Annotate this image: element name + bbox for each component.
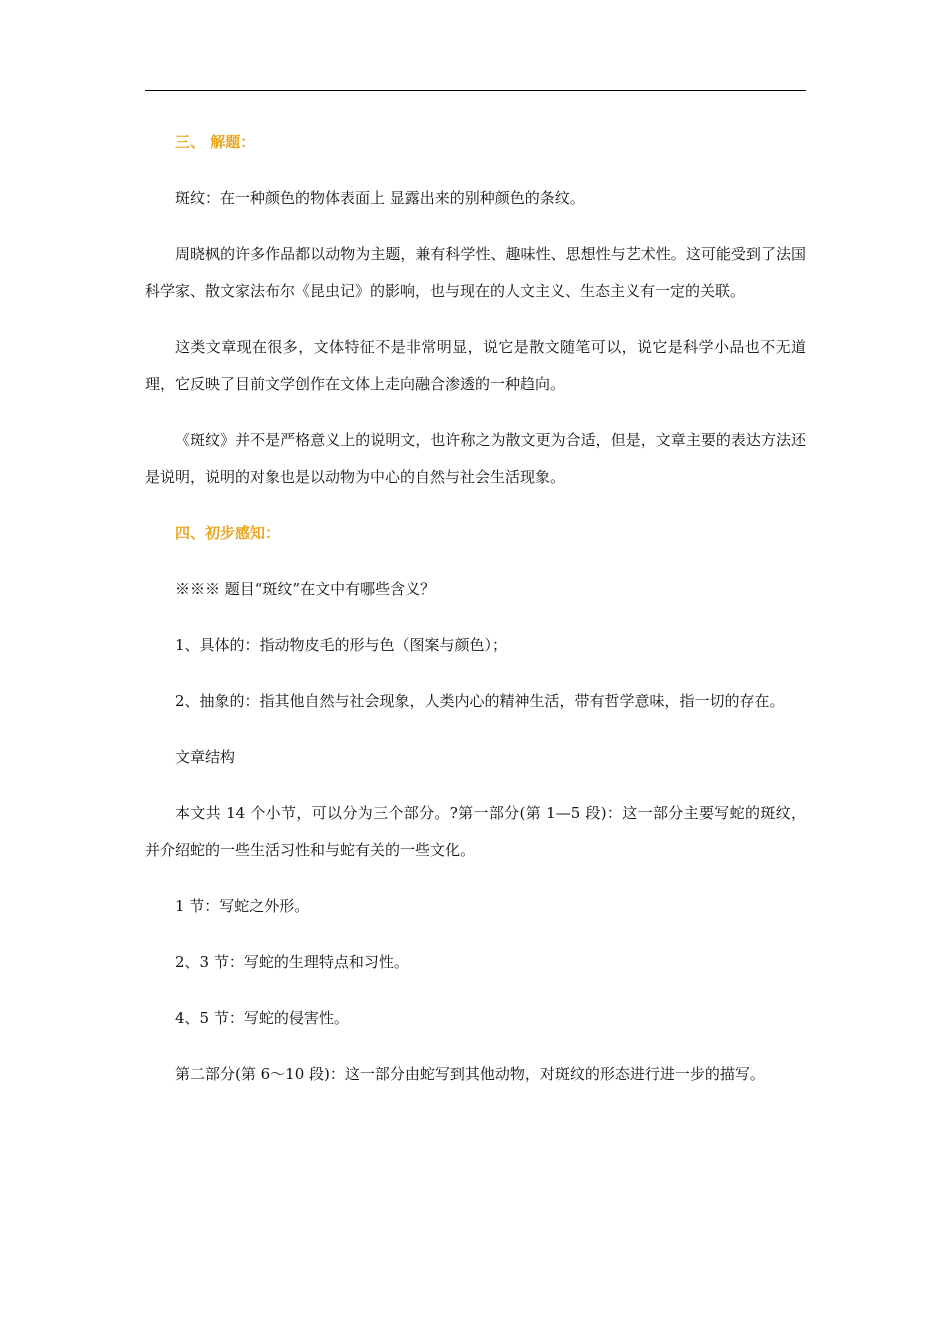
- paragraph-expository: 《斑纹》并不是严格意义上的说明文，也许称之为散文更为合适，但是，文章主要的表达方法还是说明，说明的对象也是以动物为中心的自然与社会生活现象。: [145, 431, 806, 486]
- paragraph-definition: 斑纹：在一种颜色的物体表面上 显露出来的别种颜色的条纹。: [175, 189, 585, 207]
- section-heading-jieti: 三、 解题：: [175, 133, 256, 151]
- paragraph-abstract-meaning: 2、抽象的：指其他自然与社会现象，人类内心的精神生活，带有哲学意味，指一切的存在。: [175, 692, 785, 710]
- paragraph-concrete-meaning: 1、具体的：指动物皮毛的形与色（图案与颜色）；: [175, 636, 508, 654]
- paragraph-section-2-3: 2、3 节：写蛇的生理特点和习性。: [175, 953, 409, 971]
- paragraph-part-one: 本文共 14 个小节，可以分为三个部分。?第一部分(第 1—5 段)：这一部分主要写蛇的斑纹，并介绍蛇的一些生活习性和与蛇有关的一些文化。: [145, 804, 806, 859]
- document-body: [145, 124, 806, 1112]
- paragraph-structure-title: 文章结构: [175, 748, 236, 766]
- paragraph-section-4-5: 4、5 节：写蛇的侵害性。: [175, 1009, 349, 1027]
- paragraph-author-intro: 周晓枫的许多作品都以动物为主题，兼有科学性、趣味性、思想性与艺术性。这可能受到了法国科学家、散文家法布尔《昆虫记》的影响，也与现在的人文主义、生态主义有一定的关联。: [145, 245, 806, 300]
- paragraph-section-1: 1 节：写蛇之外形。: [175, 897, 310, 915]
- paragraph-question: ※※※ 题目“斑纹”在文中有哪些含义？: [175, 580, 436, 598]
- header-rule: [145, 90, 806, 91]
- paragraph-part-two: 第二部分(第 6～10 段)：这一部分由蛇写到其他动物，对斑纹的形态进行进一步的描写。: [175, 1065, 765, 1083]
- section-heading-perception: 四、初步感知：: [175, 524, 281, 542]
- paragraph-genre: 这类文章现在很多，文体特征不是非常明显，说它是散文随笔可以，说它是科学小品也不无道理，它反映了目前文学创作在文体上走向融合渗透的一种趋向。: [145, 338, 806, 393]
